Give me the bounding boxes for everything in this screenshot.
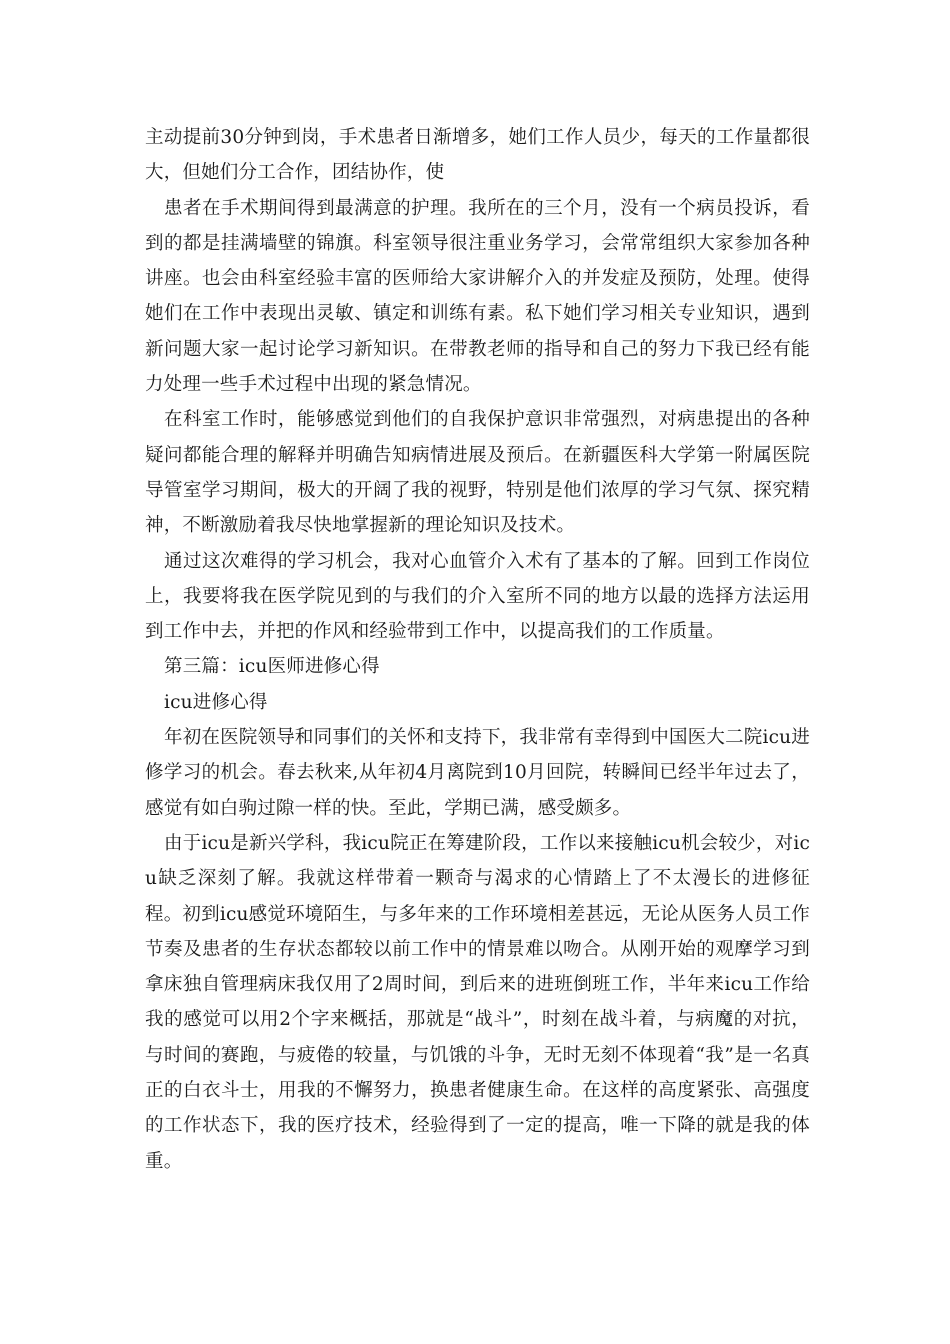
section-subtitle: icu进修心得 [164,691,268,713]
paragraph-learning-opportunity: 通过这次难得的学习机会，我对心血管介入术有了基本的了解。回到工作岗位上，我要将我在医学院见到的与我们的介入室所不同的地方以最的选择方法运用到工作中去，并把的作风和经验带到工作中，以提高我们的工作质量。 [145,550,810,643]
paragraph-nursing-care: 患者在手术期间得到最满意的护理。我所在的三个月，没有一个病员投诉，看到的都是挂满墙壁的锦旗。科室领导很注重业务学习，会常常组织大家参加各种讲座。也会由科室经验丰富的医师给大家讲解介入的并发症及预防，处理。使得她们在工作中表现出灵敏、镇定和训练有素。私下她们学习相关专业知识，遇到新问题大家一起讨论学习新知识。在带教老师的指导和自己的努力下我已经有能力处理一些手术过程中出现的紧急情况。 [145,197,810,396]
section-heading: 第三篇：icu医师进修心得 [164,656,380,678]
document-body [145,120,810,1179]
paragraph-icu-intro: 年初在医院领导和同事们的关怀和支持下，我非常有幸得到中国医大二院icu进修学习的机会。春去秋来,从年初4月离院到10月回院，转瞬间已经半年过去了，感觉有如白驹过隙一样的快。至此，学期已满，感受颇多。 [145,727,810,819]
paragraph-continuation: 主动提前30分钟到岗，手术患者日渐增多，她们工作人员少，每天的工作量都很大，但她们分工合作，团结协作，使 [145,127,810,184]
paragraph-icu-experience: 由于icu是新兴学科，我icu院正在筹建阶段，工作以来接触icu机会较少，对icu缺乏深刻了解。我就这样带着一颗奇与渴求的心情踏上了不太漫长的进修征程。初到icu感觉环境陌生，与多年来的工作环境相差甚远，无论从医务人员工作节奏及患者的生存状态都较以前工作中的情景难以吻合。从刚开始的观摩学习到拿床独自管理病床我仅用了2周时间，到后来的进班倒班工作，半年来icu工作给我的感觉可以用2个字来概括，那就是“战斗”，时刻在战斗着，与病魔的对抗，与时间的赛跑，与疲倦的较量，与饥饿的斗争，无时无刻不体现着“我”是一名真正的白衣斗士，用我的不懈努力，换患者健康生命。在这样的高度紧张、高强度的工作状态下，我的医疗技术，经验得到了一定的提高，唯一下降的就是我的体重。 [145,832,810,1172]
paragraph-department-work: 在科室工作时，能够感觉到他们的自我保护意识非常强烈，对病患提出的各种疑问都能合理的解释并明确告知病情进展及预后。在新疆医科大学第一附属医院导管室学习期间，极大的开阔了我的视野，特别是他们浓厚的学习气氛、探究精神，不断激励着我尽快地掌握新的理论知识及技术。 [145,409,810,537]
